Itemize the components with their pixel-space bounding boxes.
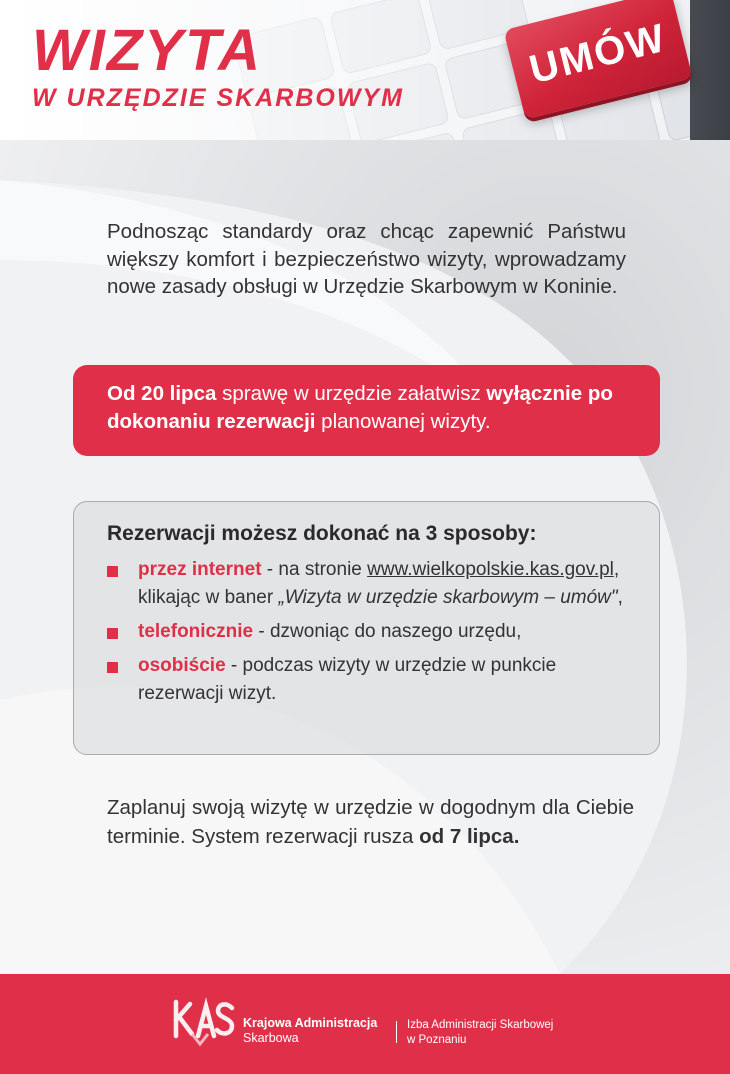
closing-date: od 7 lipca.: [419, 824, 520, 848]
method-in-person-label: osobiście: [138, 655, 226, 676]
method-in-person-text: - podczas wizyty w urzędzie w punkcie rezerwacji wizyt.: [138, 655, 557, 704]
umow-key-label: UMÓW: [525, 15, 671, 92]
header: [0, 0, 730, 140]
method-internet-text-2: , klikając w baner: [138, 559, 620, 608]
intro-paragraph: Podnosząc standardy oraz chcąc zapewnić Państwu większy komfort i bezpieczeństwo wizyty, wprowadzamy nowe zasady obsługi w Urzędzie Skarbowym w Koninie.: [107, 220, 626, 298]
reservation-box: [73, 501, 660, 755]
method-internet: [107, 556, 629, 612]
notice-text-2: planowanej wizyty.: [315, 409, 491, 433]
chamber-line-1: Izba Administracji Skarbowej: [407, 1019, 554, 1031]
org-line-1: Krajowa Administracja: [243, 1016, 378, 1030]
banner-name: „Wizyta w urzędzie skarbowym – umów": [278, 587, 618, 608]
notice-date: Od 20 lipca: [107, 382, 217, 405]
website-link[interactable]: www.wielkopolskie.kas.gov.pl: [367, 559, 614, 580]
footer: [0, 974, 730, 1074]
main-content: [0, 140, 730, 974]
reservation-title: Rezerwacji możesz dokonać na 3 sposoby:: [107, 522, 537, 545]
kas-logo-icon: [172, 996, 236, 1048]
notice-box: [73, 365, 660, 456]
method-internet-label: przez internet: [138, 559, 262, 580]
reservation-methods-list: [107, 556, 629, 708]
footer-divider: [396, 1021, 397, 1043]
chamber-name: [407, 1018, 553, 1048]
method-internet-text-3: ,: [617, 587, 623, 608]
method-in-person: [107, 652, 629, 708]
closing-paragraph: [107, 794, 634, 851]
notice-emphasis: wyłącznie po dokonaniu rezerwacji: [107, 382, 613, 433]
closing-text: Zaplanuj swoją wizytę w urzędzie w dogodnym dla Ciebie terminie. System rezerwacji rusza: [107, 796, 634, 848]
method-phone-label: telefonicznie: [138, 621, 254, 642]
bullet-icon: [107, 662, 118, 673]
method-internet-text-1: - na stronie: [261, 559, 368, 580]
method-phone: [107, 618, 629, 646]
organization-name: [243, 1016, 377, 1046]
chamber-line-2: w Poznaniu: [407, 1034, 467, 1046]
page-subtitle: W URZĘDZIE SKARBOWYM: [32, 84, 404, 112]
bullet-icon: [107, 628, 118, 639]
notice-text-1: sprawę w urzędzie załatwisz: [216, 382, 487, 405]
page-title: WIZYTA: [32, 18, 262, 83]
bullet-icon: [107, 566, 118, 577]
method-phone-text: - dzwoniąc do naszego urzędu,: [253, 621, 522, 642]
org-line-2: Skarbowa: [243, 1031, 299, 1045]
